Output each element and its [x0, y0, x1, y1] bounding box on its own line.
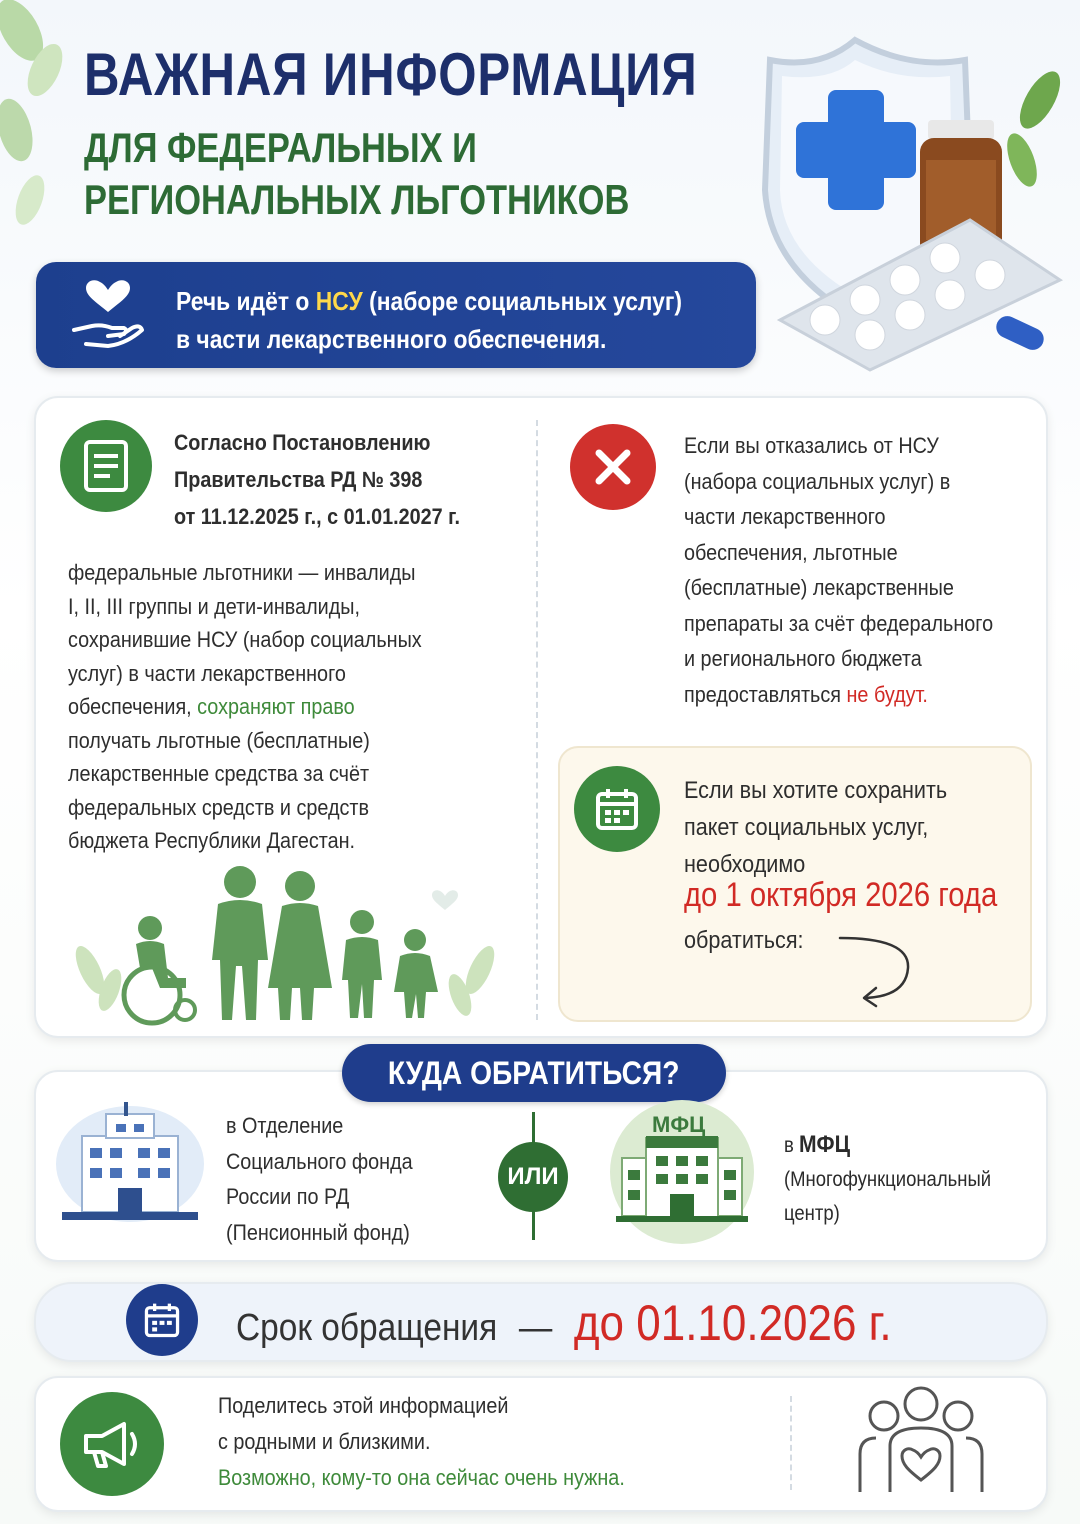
body-line: федеральные льготники — инвалиды: [68, 560, 416, 585]
banner-line1-pre: Речь идёт о: [176, 286, 316, 316]
mfc-sign: МФЦ: [652, 1112, 706, 1137]
keep-line: Если вы хотите сохранить: [684, 777, 948, 804]
body-line: сохранившие НСУ (набор социальных: [68, 627, 422, 652]
family-illustration: [60, 860, 510, 1030]
family-heart-icon: [846, 1384, 996, 1498]
heart-hand-icon: [68, 276, 148, 356]
option2-bold: МФЦ: [798, 1131, 851, 1158]
where-heading: [342, 1044, 726, 1102]
keep-line: пакет социальных услуг,: [684, 814, 929, 841]
nsu-highlight: НСУ: [315, 286, 363, 316]
banner-line-1: [176, 282, 682, 320]
ruling-text: [174, 424, 460, 535]
option1-line: (Пенсионный фонд): [226, 1219, 410, 1245]
body-line: бюджета Республики Дагестан.: [68, 828, 356, 853]
option1-line: в Отделение: [226, 1113, 344, 1138]
option-mfc: [784, 1128, 991, 1231]
refusal-line: Если вы отказались от НСУ: [684, 433, 939, 458]
refusal-line: [684, 677, 993, 713]
leaves-decoration: [0, 0, 80, 260]
option1-line: Социального фонда: [226, 1148, 413, 1174]
ruling-line-3: от 11.12.2025 г., с 01.01.2027 г.: [174, 504, 460, 529]
or-badge: [498, 1142, 568, 1212]
option2-title: [784, 1128, 991, 1163]
body-line-pre: обеспечения,: [68, 694, 198, 719]
option2-line: центр): [784, 1202, 840, 1225]
deadline-calendar-icon: [126, 1284, 198, 1356]
body-line: лекарственные средства за счёт: [68, 761, 370, 786]
banner-line-2: в части лекарственного обеспечения.: [176, 324, 607, 354]
share-line-1: Поделитесь этой информацией: [218, 1393, 509, 1418]
keep-right-highlight: сохраняют право: [197, 694, 355, 719]
option-social-fund: [226, 1108, 413, 1250]
banner-line1-post: (наборе социальных услуг): [362, 286, 683, 316]
refusal-line: обеспечения, льготные: [684, 539, 898, 565]
keep-package-text: [684, 772, 947, 883]
ruling-line-2: Правительства РД № 398: [174, 467, 423, 492]
or-label: ИЛИ: [507, 1163, 559, 1190]
social-fund-building-icon: [54, 1096, 206, 1226]
keep-line: необходимо: [684, 851, 806, 878]
will-not-highlight: не будут.: [846, 681, 928, 707]
share-line-3: Возможно, кому-то она сейчас очень нужна.: [218, 1465, 625, 1490]
deadline-dash: —: [518, 1307, 553, 1349]
refusal-line: и регионального бюджета: [684, 646, 922, 671]
deadline-value: до 01.10.2026 г.: [573, 1295, 892, 1351]
where-heading-text: КУДА ОБРАТИТЬСЯ?: [388, 1054, 680, 1091]
share-text: [218, 1388, 625, 1496]
calendar-icon: [574, 766, 660, 852]
subtitle-line-1: ДЛЯ ФЕДЕРАЛЬНЫХ И: [84, 124, 477, 171]
shield-medicine-illustration: [760, 30, 1070, 380]
keep-deadline: до 1 октября 2026 года: [684, 876, 998, 914]
ruling-line-1: Согласно Постановлению: [174, 430, 431, 455]
body-line: получать льготные (бесплатные): [68, 727, 370, 753]
deadline-label: Срок обращения: [236, 1307, 498, 1349]
share-line-2: с родными и близкими.: [218, 1429, 431, 1454]
megaphone-icon: [60, 1392, 164, 1496]
page-subtitle: [84, 122, 629, 226]
refusal-line: (набора социальных услуг) в: [684, 468, 951, 494]
curved-arrow-icon: [830, 928, 920, 1008]
refusal-line: части лекарственного: [684, 504, 886, 529]
keep-line-apply: обратиться:: [684, 927, 804, 954]
option2-line: (Многофункциональный: [784, 1168, 992, 1191]
deadline-text: [236, 1294, 892, 1352]
body-line: [68, 690, 422, 724]
refusal-last-pre: предоставляться: [684, 681, 847, 707]
federal-beneficiaries-text: [68, 556, 422, 858]
page-title: ВАЖНАЯ ИНФОРМАЦИЯ: [84, 41, 698, 108]
close-icon: [570, 424, 656, 510]
option1-line: России по РД: [226, 1184, 350, 1209]
refusal-line: (бесплатные) лекарственные: [684, 575, 954, 600]
refusal-text: [684, 428, 993, 712]
body-line: I, II, III группы и дети-инвалиды,: [68, 593, 360, 619]
body-line: услуг) в части лекарственного: [68, 660, 346, 686]
document-icon: [60, 420, 152, 512]
option2-pre: в: [784, 1134, 799, 1157]
share-divider: [790, 1396, 792, 1490]
body-line: федеральных средств и средств: [68, 794, 370, 820]
banner-text: [176, 282, 682, 358]
card-divider: [536, 420, 538, 1020]
subtitle-line-2: РЕГИОНАЛЬНЫХ ЛЬГОТНИКОВ: [84, 176, 630, 223]
refusal-line: препараты за счёт федерального: [684, 610, 994, 636]
